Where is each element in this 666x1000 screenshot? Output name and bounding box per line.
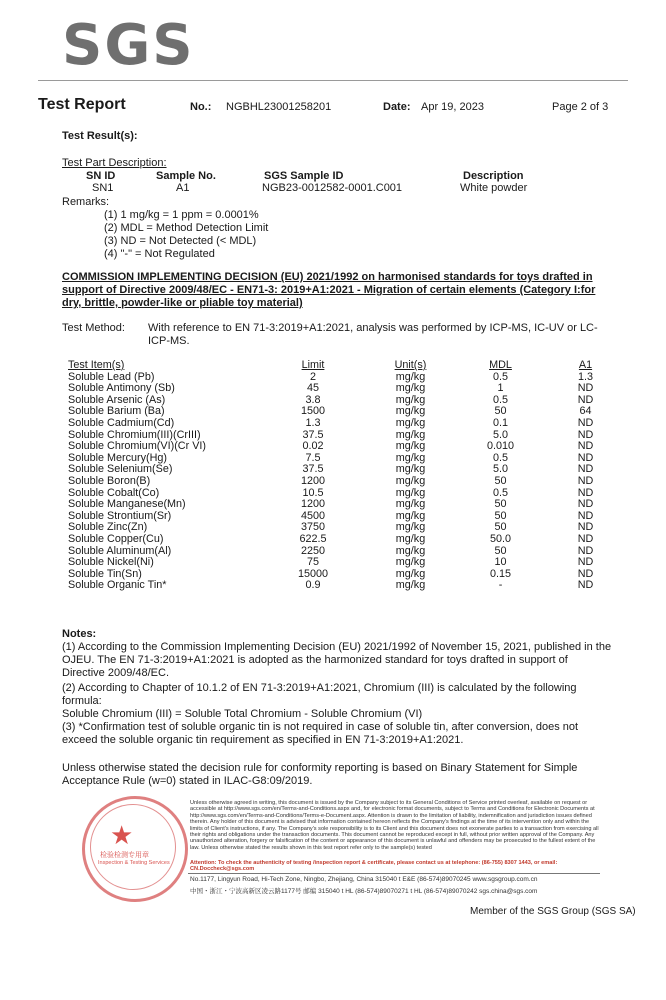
cell-limit: 3750 xyxy=(300,521,326,534)
cell-limit: 15000 xyxy=(297,567,329,580)
cell-limit: 0.9 xyxy=(305,579,321,592)
table-row xyxy=(68,534,633,546)
cell-unit: mg/kg xyxy=(395,544,426,557)
th-mdl: MDL xyxy=(489,359,512,371)
cell-limit: 3.8 xyxy=(305,393,321,406)
cell-mdl: 5.0 xyxy=(492,463,508,476)
cell-a1: 1.3 xyxy=(577,370,593,383)
remarks-label: Remarks: xyxy=(62,196,110,208)
cell-mdl: 0.15 xyxy=(489,567,511,580)
table-row xyxy=(68,464,633,476)
cell-a1: ND xyxy=(577,544,594,557)
remark-4: (4) "-" = Not Regulated xyxy=(104,248,215,260)
cell-limit: 10.5 xyxy=(302,486,324,499)
cell-a1: ND xyxy=(577,556,594,569)
decision-rule: Unless otherwise stated the decision rule for conformity reporting is based on Binary Statement for Simple Acceptance Rule (w=0) stated in ILAC-G8:09/2019. xyxy=(62,762,578,787)
sgs-logo: SGS xyxy=(62,13,195,78)
part-sgs-sample-id: NGB23-0012582-0001.C001 xyxy=(262,182,403,194)
cell-limit: 0.02 xyxy=(302,440,324,453)
cell-mdl: 1 xyxy=(497,382,504,395)
cell-mdl: 50 xyxy=(494,521,507,534)
cell-a1: ND xyxy=(577,474,594,487)
results-table xyxy=(68,360,633,592)
cell-item: Soluble Selenium(Se) xyxy=(68,463,173,476)
remark-1: (1) 1 mg/kg = 1 ppm = 0.0001% xyxy=(104,209,259,221)
remark-2: (2) MDL = Method Detection Limit xyxy=(104,222,269,234)
cell-mdl: 50 xyxy=(494,509,507,522)
note-2: (2) According to Chapter of 10.1.2 of EN 71-3:2019+A1:2021, Chromium (III) is calculated by the following formula: xyxy=(62,682,577,707)
cell-limit: 622.5 xyxy=(299,532,327,545)
cell-item: Soluble Barium (Ba) xyxy=(68,405,165,418)
th-a1: A1 xyxy=(578,359,593,371)
cell-limit: 7.5 xyxy=(305,451,321,464)
legal-attention: Attention: To check the authenticity of testing /inspection report & certificate, please contact us at telephone: (86-755) 8307 1443, or email: CN.Doccheck@sgs.com xyxy=(190,860,558,873)
table-row xyxy=(68,557,633,569)
cell-unit: mg/kg xyxy=(395,556,426,569)
cell-mdl: 0.5 xyxy=(492,393,508,406)
th-test-item: Test Item(s) xyxy=(68,359,125,371)
cell-mdl: 0.5 xyxy=(492,451,508,464)
col-sn-id: SN ID xyxy=(86,170,116,182)
table-row xyxy=(68,499,633,511)
notes-label: Notes: xyxy=(62,628,97,640)
cell-limit: 1500 xyxy=(300,405,326,418)
cell-a1: ND xyxy=(577,416,594,429)
table-row xyxy=(68,418,633,430)
cell-mdl: 50.0 xyxy=(489,532,511,545)
remark-3: (3) ND = Not Detected (< MDL) xyxy=(104,235,257,247)
cell-item: Soluble Tin(Sn) xyxy=(68,567,142,580)
cell-a1: ND xyxy=(577,579,594,592)
page-number: Page 2 of 3 xyxy=(552,101,609,113)
report-no-label: No.: xyxy=(190,101,212,113)
cell-limit: 2250 xyxy=(300,544,326,557)
cell-a1: ND xyxy=(577,451,594,464)
cell-a1: 64 xyxy=(579,405,592,418)
part-sn-id: SN1 xyxy=(92,182,114,194)
report-no-value: NGBHL23001258201 xyxy=(226,101,332,113)
test-method-text: With reference to EN 71-3:2019+A1:2021, analysis was performed by ICP-MS, IC-UV or LC-ICP-MS. xyxy=(148,322,598,347)
part-desc-heading: Test Part Description: xyxy=(62,157,167,169)
cell-unit: mg/kg xyxy=(395,474,426,487)
note-3: (3) *Confirmation test of soluble organic tin is not required in case of soluble tin, after conversion, does not exceed the soluble organic tin requirement as specified in EN 71-3:2019+A1:2021. xyxy=(62,721,579,746)
col-description: Description xyxy=(463,170,524,182)
table-row xyxy=(68,476,633,488)
part-sample-no: A1 xyxy=(176,182,190,194)
cell-limit: 37.5 xyxy=(302,463,324,476)
address-english: No.1177, Lingyun Road, Hi-Tech Zone, Ningbo, Zhejiang, China 315040 t E&E (86-574)89070245 www.sgsgroup.com.cn xyxy=(190,876,538,883)
cell-a1: ND xyxy=(577,567,594,580)
cell-item: Soluble Antimony (Sb) xyxy=(68,382,175,395)
th-limit: Limit xyxy=(301,359,325,371)
cell-mdl: 0.010 xyxy=(486,440,515,453)
note-2-formula: Soluble Chromium (III) = Soluble Total Chromium - Soluble Chromium (VI) xyxy=(62,708,423,720)
legal-disclaimer: Unless otherwise agreed in writing, this document is issued by the Company subject to its General Conditions of Service printed overleaf, available on request or accessible at http://www.sgs.com/en/Terms-and-Conditions.aspx and, for electronic format documents, subject to Terms and Conditions for Electronic Documents at http://www.sgs.com/en/Terms-and-Conditions/Terms-e-Document.aspx. Attention is drawn to the limitation of liability, indemnification and jurisdiction issues defined therein. Any holder of this document is advised that information contained hereon reflects the Company's findings at the time of its intervention only and within the limits of Client's instructions, if any. The Company's sole responsibility is to its Client and this document does not exonerate parties to a transaction from exercising all their rights and obligations under the transaction documents. This document cannot be reproduced except in full, without prior written approval of the Company. Any unauthorized alteration, forgery or falsification of the content or appearance of this document is unlawful and offenders may be prosecuted to the fullest extent of the law. Unless otherwise stated the results shown in this test report refer only to the sample(s) tested xyxy=(190,800,599,851)
cell-limit: 1200 xyxy=(300,474,326,487)
date-value: Apr 19, 2023 xyxy=(421,101,484,113)
cell-a1: ND xyxy=(577,532,594,545)
cell-item: Soluble Chromium(VI)(Cr VI) xyxy=(68,440,206,453)
cell-item: Soluble Organic Tin* xyxy=(68,579,167,592)
cell-a1: ND xyxy=(577,509,594,522)
cell-unit: mg/kg xyxy=(395,405,426,418)
stamp-english-text: Inspection & Testing Services xyxy=(98,860,170,866)
cell-unit: mg/kg xyxy=(395,428,426,441)
address-chinese: 中国・浙江・宁波高新区凌云路1177号 邮编 315040 t HL (86-574)89070271 t HL (86-574)89070242 sgs.china@sgs.com xyxy=(190,888,538,895)
table-row xyxy=(68,511,633,523)
col-sgs-sample-id: SGS Sample ID xyxy=(264,170,344,182)
cell-unit: mg/kg xyxy=(395,463,426,476)
cell-unit: mg/kg xyxy=(395,498,426,511)
th-unit: Unit(s) xyxy=(394,359,427,371)
table-row xyxy=(68,580,633,592)
stamp-chinese-text: 检验检测专用章 xyxy=(100,852,149,859)
cell-unit: mg/kg xyxy=(395,416,426,429)
member-statement: Member of the SGS Group (SGS SA) xyxy=(470,906,636,917)
header-divider xyxy=(38,80,628,81)
cell-a1: ND xyxy=(577,521,594,534)
cell-item: Soluble Lead (Pb) xyxy=(68,370,155,383)
table-row xyxy=(68,441,633,453)
cell-limit: 1200 xyxy=(300,498,326,511)
cell-item: Soluble Boron(B) xyxy=(68,474,151,487)
cell-a1: ND xyxy=(577,498,594,511)
cell-limit: 4500 xyxy=(300,509,326,522)
col-sample-no: Sample No. xyxy=(156,170,216,182)
cell-item: Soluble Aluminum(Al) xyxy=(68,544,172,557)
cell-a1: ND xyxy=(577,486,594,499)
cell-mdl: 5.0 xyxy=(492,428,508,441)
cell-item: Soluble Cadmium(Cd) xyxy=(68,416,175,429)
report-title: Test Report xyxy=(38,96,126,113)
results-heading: Test Result(s): xyxy=(62,130,138,142)
cell-mdl: 50 xyxy=(494,544,507,557)
cell-limit: 45 xyxy=(306,382,319,395)
cell-item: Soluble Cobalt(Co) xyxy=(68,486,160,499)
cell-mdl: 50 xyxy=(494,405,507,418)
cell-a1: ND xyxy=(577,393,594,406)
cell-mdl: 0.5 xyxy=(492,370,508,383)
cell-item: Soluble Copper(Cu) xyxy=(68,532,164,545)
cell-item: Soluble Chromium(III)(CrIII) xyxy=(68,428,201,441)
cell-unit: mg/kg xyxy=(395,370,426,383)
cell-mdl: 0.5 xyxy=(492,486,508,499)
test-method-label: Test Method: xyxy=(62,322,125,334)
cell-a1: ND xyxy=(577,463,594,476)
cell-unit: mg/kg xyxy=(395,382,426,395)
cell-unit: mg/kg xyxy=(395,532,426,545)
cell-item: Soluble Strontium(Sr) xyxy=(68,509,172,522)
cell-a1: ND xyxy=(577,440,594,453)
cell-mdl: 50 xyxy=(494,498,507,511)
cell-unit: mg/kg xyxy=(395,579,426,592)
cell-a1: ND xyxy=(577,382,594,395)
note-1: (1) According to the Commission Implementing Decision (EU) 2021/1992 of November 15, 2021, published in the OJEU. The EN 71-3:2019+A1:2021 is adopted as the harmonized standard for toys drafted in support of Directive 2009/48/EC. xyxy=(62,641,612,679)
cell-unit: mg/kg xyxy=(395,393,426,406)
cell-unit: mg/kg xyxy=(395,509,426,522)
cell-item: Soluble Arsenic (As) xyxy=(68,393,166,406)
cell-item: Soluble Mercury(Hg) xyxy=(68,451,168,464)
cell-mdl: - xyxy=(498,579,503,592)
cell-mdl: 50 xyxy=(494,474,507,487)
part-description: White powder xyxy=(460,182,528,194)
commission-heading: COMMISSION IMPLEMENTING DECISION (EU) 2021/1992 on harmonised standards for toys drafted in support of Directive 2009/48/EC - EN71-3: 2019+A1:2021 - Migration of certain elements (Category I:for dry, brittle, powder-like or pliable toy material) xyxy=(62,271,596,309)
cell-limit: 1.3 xyxy=(305,416,321,429)
cell-unit: mg/kg xyxy=(395,567,426,580)
cell-mdl: 0.1 xyxy=(492,416,508,429)
cell-limit: 2 xyxy=(309,370,316,383)
cell-unit: mg/kg xyxy=(395,521,426,534)
cell-item: Soluble Nickel(Ni) xyxy=(68,556,154,569)
table-header-row xyxy=(68,360,633,372)
date-label: Date: xyxy=(383,101,411,113)
address-divider xyxy=(188,873,600,874)
stamp-star-icon: ★ xyxy=(110,820,134,850)
cell-unit: mg/kg xyxy=(395,486,426,499)
cell-limit: 75 xyxy=(306,556,319,569)
cell-unit: mg/kg xyxy=(395,451,426,464)
cell-item: Soluble Manganese(Mn) xyxy=(68,498,186,511)
cell-a1: ND xyxy=(577,428,594,441)
cell-mdl: 10 xyxy=(494,556,507,569)
cell-unit: mg/kg xyxy=(395,440,426,453)
cell-item: Soluble Zinc(Zn) xyxy=(68,521,148,534)
cell-limit: 37.5 xyxy=(302,428,324,441)
